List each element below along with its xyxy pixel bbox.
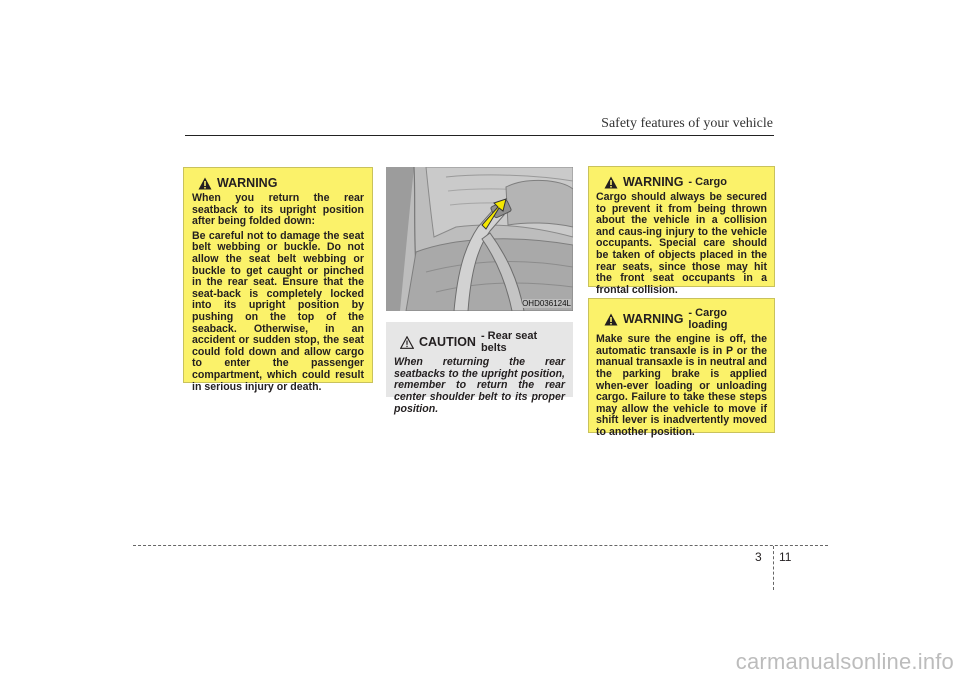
warning-cargo-title-row — [604, 176, 767, 189]
warning-cargo-subtitle: - Cargo — [688, 175, 727, 188]
warning-cargo-body: Cargo should always be secured to prevent it from being thrown about the vehicle in a collision and caus-ing injury to the vehicle occupants. Special care should be taken of objects placed in the rear seats, since those may hit the front seat occupants in a frontal collision. — [596, 191, 767, 296]
warning-seatback-para2: Be careful not to damage the seat belt webbing or buckle. Do not allow the seat belt webbing or buckle to get caught or pinched in the rear seat. Ensure that the seat-back is completely locked into its upright position by pushing on the top of the seaback. Otherwise, in an accident or sudden stop, the seat could fold down and allow cargo to enter the passenger compartment, which could result in serious injury or death. — [192, 229, 364, 393]
caution-title: CAUTION — [419, 334, 476, 349]
warning-cargo-loading-title-row — [604, 308, 767, 331]
warning-seatback-para1: When you return the rear seatback to its upright position after being folded down: — [192, 192, 364, 228]
warning-cargo-loading-box — [588, 298, 775, 438]
footer-divider — [133, 545, 828, 546]
caution-triangle-icon — [400, 336, 414, 349]
page-header-title: Safety features of your vehicle — [601, 116, 773, 131]
rear-seat-belt-illustration — [386, 167, 573, 311]
illustration-code: OHD036124L — [522, 299, 571, 308]
warning-seatback-title-row — [198, 177, 364, 190]
warning-seatback-title: WARNING — [217, 175, 278, 190]
rear-seat-drawing — [386, 167, 573, 311]
warning-triangle-icon — [604, 176, 618, 189]
page-number: 11 — [779, 550, 792, 564]
warning-cargo-title: WARNING — [623, 174, 684, 189]
section-number: 3 — [755, 550, 762, 564]
warning-triangle-icon — [604, 313, 618, 326]
warning-cargo-loading-title: WARNING — [623, 311, 684, 326]
caution-subtitle: - Rear seat belts — [480, 330, 538, 354]
warning-cargo-loading-subtitle: - Cargo loading — [688, 307, 728, 331]
watermark-text: carmanualsonline.info — [735, 649, 954, 674]
caution-title-row — [400, 331, 565, 354]
warning-triangle-icon — [198, 177, 212, 190]
warning-cargo-loading-body: Make sure the engine is off, the automatic transaxle is in P or the manual transaxle is in neutral and the parking brake is applied when-ever loading or unloading cargo. Failure to take these steps may allow the vehicle to move if shift lever is inadvertently moved to another position. — [596, 333, 767, 438]
warning-seatback-box — [183, 167, 373, 393]
caution-rear-belts-box — [386, 322, 573, 415]
header-divider — [185, 135, 774, 136]
caution-body: When returning the rear seatbacks to the upright position, remember to return the rear center shoulder belt to its proper position. — [394, 356, 565, 415]
warning-cargo-box — [588, 166, 775, 296]
page-number-divider — [773, 546, 774, 590]
